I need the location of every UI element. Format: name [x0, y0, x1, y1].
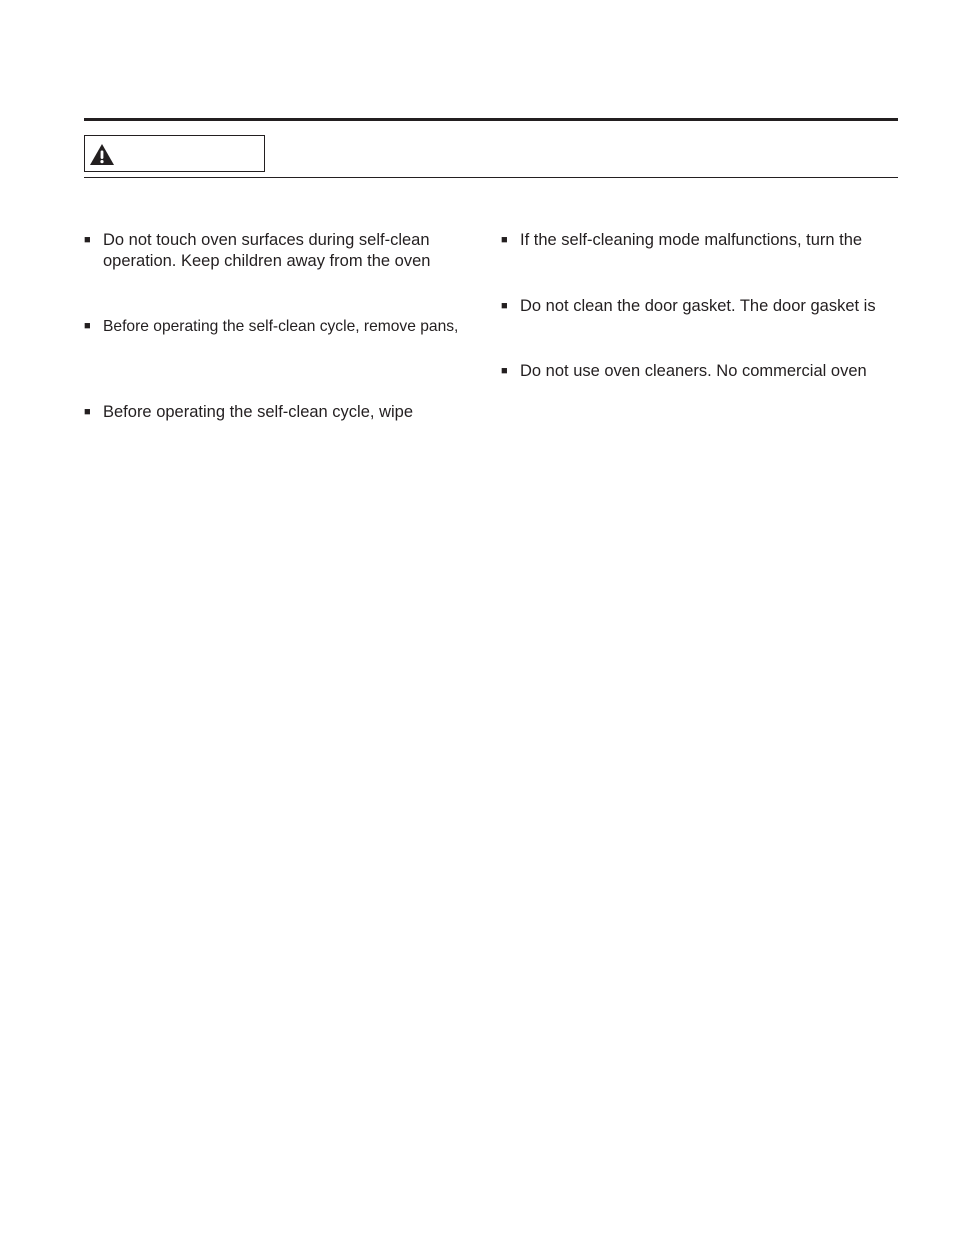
warning-triangle-icon	[89, 143, 115, 166]
warning-label-box	[84, 135, 265, 172]
list-item-text: Do not use oven cleaners. No commercial oven	[520, 362, 867, 380]
list-item	[84, 316, 484, 337]
list-item	[501, 230, 901, 251]
bullet-square-icon: ■	[501, 234, 508, 246]
list-item	[84, 402, 484, 423]
bullet-square-icon: ■	[84, 234, 91, 246]
list-item	[84, 230, 484, 272]
list-item	[501, 361, 901, 382]
header-top-rule	[84, 118, 898, 121]
bullet-square-icon: ■	[501, 365, 508, 377]
bullet-square-icon: ■	[501, 300, 508, 312]
list-item-text: Do not clean the door gasket. The door gasket is	[520, 297, 876, 315]
list-item-text: Before operating the self-clean cycle, remove pans,	[103, 318, 459, 335]
list-item	[501, 296, 901, 317]
bullet-square-icon: ■	[84, 406, 91, 418]
list-item-text: Before operating the self-clean cycle, wipe	[103, 403, 414, 421]
list-item-text: Do not touch oven surfaces during self-clean operation. Keep children away from the oven	[103, 231, 431, 270]
bullet-square-icon: ■	[84, 320, 91, 332]
list-item-text: If the self-cleaning mode malfunctions, turn the	[520, 231, 863, 249]
header-bottom-rule	[84, 177, 898, 178]
